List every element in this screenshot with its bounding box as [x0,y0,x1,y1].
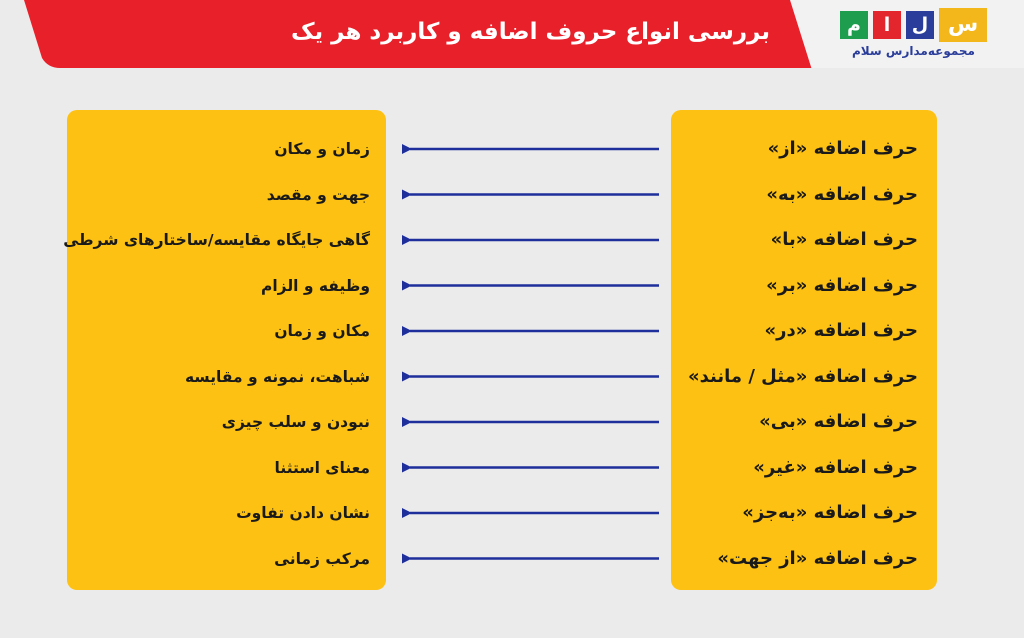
preposition-label: حرف اضافه «غیر» [753,456,918,478]
usage-label: مکان و زمان [274,322,370,340]
logo-letter-sin: س [939,8,987,42]
preposition-label: حرف اضافه «بر» [766,274,918,296]
logo-letter-alef: ا [873,11,901,39]
logo-caption: مجموعه‌مدارس سلام [852,44,975,58]
logo-letters [840,8,990,42]
preposition-label: حرف اضافه «از» [767,138,918,159]
preposition-label: حرف اضافه «از جهت» [717,547,918,569]
usage-label: جهت و مقصد [266,185,370,204]
preposition-label: حرف اضافه «به‌جز» [742,502,918,523]
usage-label: نبودن و سلب چیزی [221,413,370,431]
usage-label: گاهی جایگاه مقایسه/ساختارهای شرطی [63,231,370,249]
usage-label: معنای استثنا [274,458,370,477]
logo [840,8,990,62]
usage-label: مرکب زمانی [274,549,370,568]
usage-label: زمان و مکان [274,140,370,158]
usage-label: شباهت، نمونه و مقایسه [185,367,370,386]
preposition-label: حرف اضافه «در» [764,320,918,341]
logo-letter-mim: م [840,11,868,39]
preposition-label: حرف اضافه «به» [766,183,918,205]
preposition-label: حرف اضافه «بی» [759,411,918,432]
logo-letter-lam: ل [906,11,934,39]
usage-label: نشان دادن تفاوت [236,504,370,522]
page-title: بررسی انواع حروف اضافه و کاربرد هر یک [290,19,770,45]
usage-label: وظیفه و الزام [261,276,370,295]
preposition-label: حرف اضافه «با» [770,229,918,250]
preposition-label: حرف اضافه «مثل / مانند» [688,365,918,387]
